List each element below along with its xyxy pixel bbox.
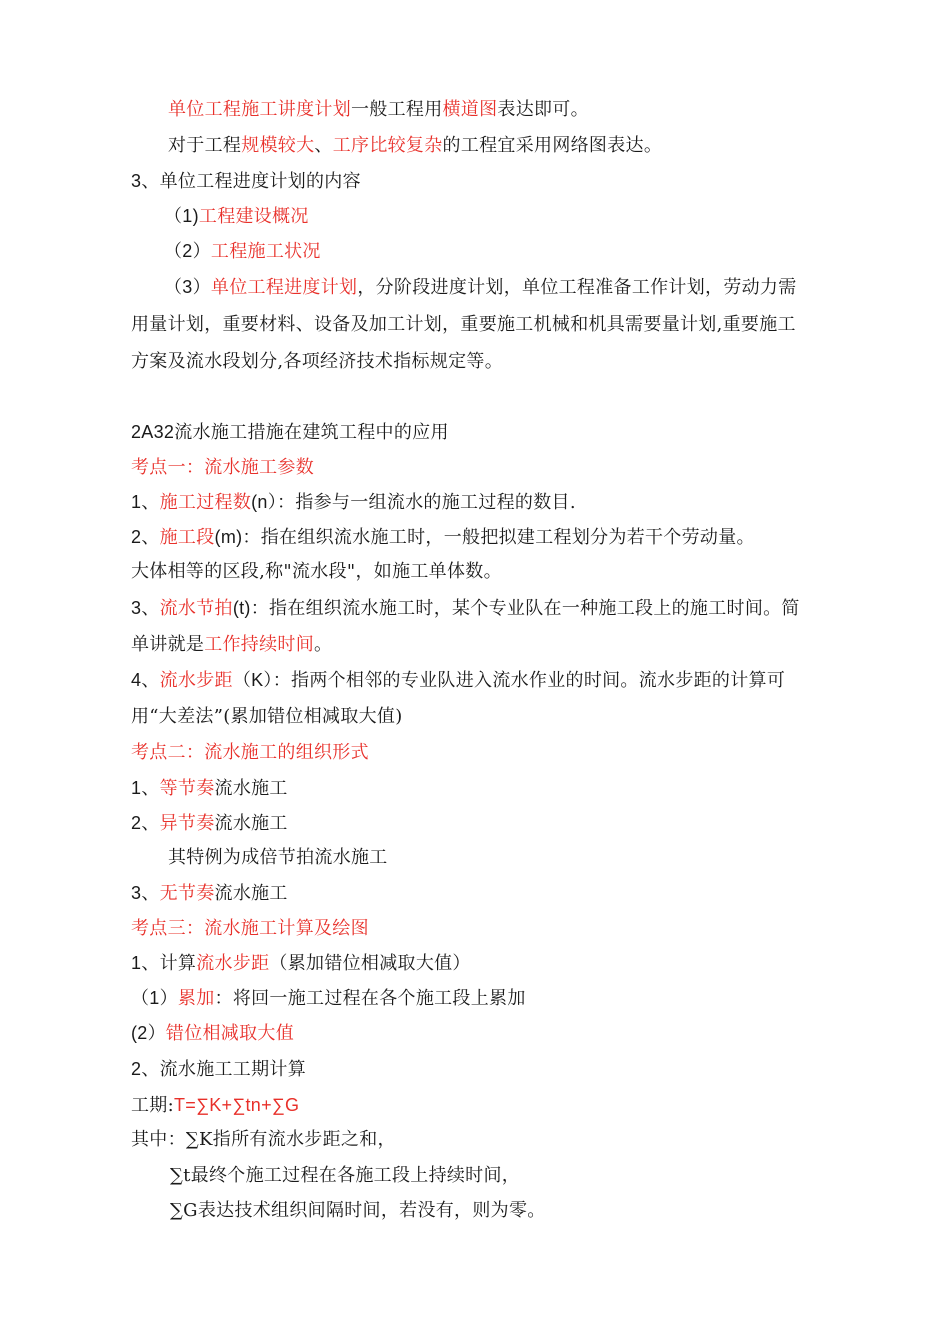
list-number: 2 xyxy=(131,813,142,833)
body-text: 其中：∑K xyxy=(131,1129,213,1150)
section-title xyxy=(131,421,449,444)
body-text: 流水施工 xyxy=(214,778,288,799)
highlight-text: 工作持续时间 xyxy=(204,634,315,655)
highlight-text: 单位工程进度计划 xyxy=(210,277,358,298)
list-item xyxy=(131,597,800,620)
highlight-text: 流水步距 xyxy=(159,670,233,691)
highlight-text: 考点二：流水施工的组织形式 xyxy=(131,742,369,763)
formula-explanation xyxy=(131,1129,396,1151)
body-text: ∑t xyxy=(170,1165,191,1186)
highlight-text: 工程建设概况 xyxy=(198,206,309,227)
list-item xyxy=(131,526,755,549)
highlight-text: 工程施工状况 xyxy=(210,241,321,262)
body-text: 、流水施工工期计算 xyxy=(141,1059,307,1080)
list-item xyxy=(131,987,526,1010)
body-text: 用量计划，重要材料、设备及加工计划，重要施工机械和机具需要量计划,重要施工 xyxy=(131,314,796,335)
list-number: (2） xyxy=(131,1023,166,1043)
list-number: 2 xyxy=(131,527,142,547)
list-number: 3 xyxy=(131,883,142,903)
list-item xyxy=(164,240,321,263)
list-item xyxy=(164,205,309,228)
list-item xyxy=(131,669,785,692)
body-text: ，分阶段进度计划，单位工程准备工作计划，劳动力需 xyxy=(357,277,797,298)
body-text: 、 xyxy=(141,670,160,691)
paragraph-continuation xyxy=(131,314,796,336)
body-text: 。 xyxy=(314,634,333,655)
paragraph-continuation xyxy=(131,351,503,373)
highlight-text: 流水节拍 xyxy=(159,598,233,619)
highlight-text: 横道图 xyxy=(442,99,498,120)
body-text: 大体相等的区段,称"流水段"，如施工单体数。 xyxy=(131,561,502,582)
paragraph-continuation xyxy=(131,706,403,728)
list-number: （1) xyxy=(164,206,199,226)
paragraph-continuation xyxy=(131,561,502,583)
highlight-text: 工序比较复杂 xyxy=(332,135,443,156)
list-number: 1 xyxy=(131,492,142,512)
body-text: ：指两个相邻的专业队进入流水作业的时间。流水步距的计算可 xyxy=(272,670,786,691)
paragraph-note xyxy=(168,847,388,869)
body-text: 对于工程 xyxy=(168,135,242,156)
symbol-text: (t) xyxy=(232,598,251,618)
list-number: （2） xyxy=(164,241,211,261)
paragraph-continuation xyxy=(131,634,332,656)
highlight-text: 无节奏 xyxy=(159,883,215,904)
body-text: 单讲就是 xyxy=(131,634,205,655)
highlight-text: 规模较大 xyxy=(241,135,315,156)
body-text: 用“大差法”(累加错位相减取大值) xyxy=(131,706,403,727)
body-text: 指所有流水步距之和， xyxy=(212,1129,396,1150)
paragraph-schedule-expression xyxy=(168,99,589,121)
highlight-text: 单位工程施工讲度计划 xyxy=(168,99,351,120)
body-text: 工期: xyxy=(131,1095,174,1116)
body-text: ∑G xyxy=(170,1200,198,1221)
body-text: 、单位工程进度计划的内容 xyxy=(141,171,361,192)
list-item xyxy=(131,952,471,975)
list-item xyxy=(131,882,288,905)
formula-explanation xyxy=(170,1165,520,1187)
symbol-text: （K） xyxy=(232,670,273,690)
body-text: 表达技术组织间隔时间，若没有，则为零。 xyxy=(197,1200,546,1221)
list-number: 1 xyxy=(131,953,142,973)
body-text: 、 xyxy=(314,135,333,156)
body-text: 的工程宜采用网络图表达。 xyxy=(442,135,663,156)
list-item xyxy=(131,1022,294,1045)
body-text: 流水施工措施在建筑工程中的应用 xyxy=(174,422,449,443)
list-item xyxy=(131,777,288,800)
body-text: 最终个施工过程在各施工段上持续时间， xyxy=(190,1165,521,1186)
list-item xyxy=(131,1058,306,1081)
body-text: 方案及流水段划分,各项经济技术指标规定等。 xyxy=(131,351,504,372)
body-text: 流水施工 xyxy=(214,883,288,904)
list-number: 3 xyxy=(131,171,142,191)
list-number: （1） xyxy=(131,988,178,1008)
body-text: ：指在组织流水施工时，一般把拟建工程划分为若干个劳动量。 xyxy=(242,527,755,548)
highlight-text: 异节奏 xyxy=(159,813,215,834)
list-item xyxy=(131,491,576,514)
body-text: ：指在组织流水施工时，某个专业队在一种施工段上的施工时间。简 xyxy=(250,598,800,619)
symbol-text: (m) xyxy=(214,527,243,547)
highlight-text: 考点一：流水施工参数 xyxy=(131,457,314,478)
list-number: 4 xyxy=(131,670,142,690)
section-code: 2A32 xyxy=(131,422,175,442)
exam-point-heading xyxy=(131,918,369,940)
list-number: （3） xyxy=(164,277,211,297)
body-text: 表达即可。 xyxy=(497,99,589,120)
formula-explanation xyxy=(170,1200,546,1222)
list-item xyxy=(164,276,797,299)
body-text: 、 xyxy=(141,527,160,548)
body-text: 流水施工 xyxy=(214,813,288,834)
list-number: 3 xyxy=(131,598,142,618)
body-text: 、 xyxy=(141,883,160,904)
body-text: ：将回一施工过程在各个施工段上累加 xyxy=(214,988,526,1009)
exam-point-heading xyxy=(131,457,314,479)
exam-point-heading xyxy=(131,742,369,764)
body-text: 一般工程用 xyxy=(351,99,443,120)
body-text: ：指参与一组流水的施工过程的数目. xyxy=(277,492,576,513)
list-number: 1 xyxy=(131,778,142,798)
list-item xyxy=(131,812,288,835)
duration-formula: T=∑K+∑tn+∑G xyxy=(173,1095,300,1115)
paragraph-network-diagram xyxy=(168,135,662,157)
body-text: 其特例为成倍节拍流水施工 xyxy=(168,847,388,868)
body-text: 、 xyxy=(141,813,160,834)
body-text: 、计算 xyxy=(141,953,197,974)
highlight-text: 施工过程数 xyxy=(159,492,252,513)
body-text: 、 xyxy=(141,492,160,513)
highlight-text: 施工段 xyxy=(159,527,215,548)
list-number: 2 xyxy=(131,1059,142,1079)
body-text: （累加错位相减取大值） xyxy=(269,953,471,974)
highlight-text: 流水步距 xyxy=(196,953,270,974)
body-text: 、 xyxy=(141,598,160,619)
highlight-text: 错位相减取大值 xyxy=(165,1023,295,1044)
highlight-text: 累加 xyxy=(177,988,215,1009)
formula-line xyxy=(131,1094,299,1117)
highlight-text: 等节奏 xyxy=(159,778,215,799)
body-text: 、 xyxy=(141,778,160,799)
highlight-text: 考点三：流水施工计算及绘图 xyxy=(131,918,369,939)
symbol-text: (n） xyxy=(251,492,278,512)
heading-schedule-content xyxy=(131,170,361,193)
